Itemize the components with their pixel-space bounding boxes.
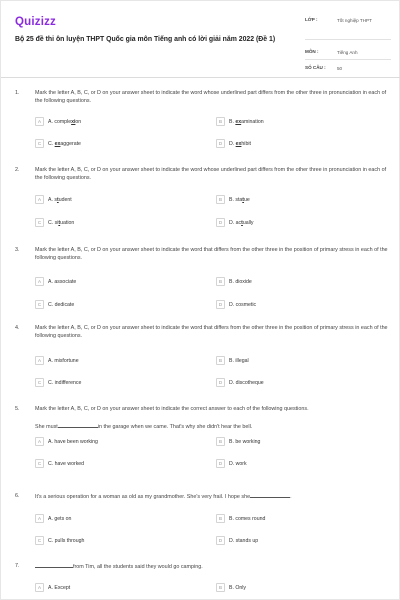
option-text: A. Except <box>48 584 71 591</box>
option-text: B. be working <box>229 438 261 445</box>
option-letter-box: A <box>35 117 44 126</box>
option-letter-box: D <box>216 300 225 309</box>
option-letter-box: D <box>216 536 225 545</box>
option-a[interactable] <box>35 195 72 204</box>
meta-label: SỐ CÂU : <box>305 65 326 70</box>
worksheet-header <box>11 9 391 73</box>
option-d[interactable] <box>216 139 251 148</box>
option-letter-box: D <box>216 218 225 227</box>
option-b[interactable] <box>216 437 260 446</box>
answer-blank <box>58 423 98 428</box>
option-letter-box: A <box>35 356 44 365</box>
option-b[interactable] <box>216 277 252 286</box>
answer-blank <box>250 493 290 498</box>
option-text: D. discotheque <box>229 379 264 386</box>
option-letter-box: C <box>35 536 44 545</box>
option-b[interactable] <box>216 195 250 204</box>
option-text: C. have worked <box>48 460 85 467</box>
option-letter-box: B <box>216 437 225 446</box>
option-text: B. illegal <box>229 357 249 364</box>
option-text: C. dedicate <box>48 301 75 308</box>
option-letter-box: C <box>35 459 44 468</box>
option-text: C. exaggerate <box>48 140 81 147</box>
option-letter-box: A <box>35 437 44 446</box>
option-text: D. actually <box>229 219 254 226</box>
option-a[interactable] <box>35 437 98 446</box>
option-letter-box: A <box>35 277 44 286</box>
option-text: C. pulls through <box>48 537 85 544</box>
option-letter-box: B <box>216 514 225 523</box>
option-d[interactable] <box>216 218 254 227</box>
question-number: 6. <box>15 493 20 499</box>
question-text: Mark the letter A, B, C, or D on your answer sheet to indicate the word whose underlined part differs from the other three in pronunciation in each of the following questions. <box>35 90 387 104</box>
option-d[interactable] <box>216 300 256 309</box>
option-letter-box: B <box>216 277 225 286</box>
question-text: Mark the letter A, B, C, or D on your answer sheet to indicate the word that differs from the other three in the position of primary stress in each of the following questions. <box>35 325 388 339</box>
meta-value: Tiếng Anh <box>337 50 358 55</box>
question-text: Mark the letter A, B, C, or D on your answer sheet to indicate the word whose underlined part differs from the other three in pronunciation in each of the following questions. <box>35 167 387 181</box>
option-letter-box: D <box>216 459 225 468</box>
option-letter-box: B <box>216 195 225 204</box>
option-c[interactable] <box>35 300 74 309</box>
option-letter-box: C <box>35 139 44 148</box>
meta-divider <box>305 59 391 60</box>
option-text: A. associate <box>48 278 77 285</box>
option-text: B. Only <box>229 584 247 591</box>
option-b[interactable] <box>216 514 265 523</box>
option-letter-box: D <box>216 139 225 148</box>
option-a[interactable] <box>35 514 71 523</box>
option-text: C. indifference <box>48 379 82 386</box>
question-number: 2. <box>15 167 20 173</box>
option-letter-box: A <box>35 195 44 204</box>
question-number: 5. <box>15 406 20 412</box>
option-text: B. examination <box>229 118 264 125</box>
option-a[interactable] <box>35 117 81 126</box>
meta-divider <box>305 39 391 40</box>
option-c[interactable] <box>35 218 74 227</box>
question-number: 3. <box>15 247 20 253</box>
question-text: Mark the letter A, B, C, or D on your answer sheet to indicate the correct answer to each of the following questions. <box>35 406 309 412</box>
meta-value: 50 <box>337 66 343 71</box>
option-text: D. exhibit <box>229 140 251 147</box>
option-text: A. gets on <box>48 515 72 522</box>
option-text: A. have been working <box>48 438 98 445</box>
question-number: 7. <box>15 563 20 569</box>
option-d[interactable] <box>216 378 264 387</box>
option-c[interactable] <box>35 378 81 387</box>
option-a[interactable] <box>35 277 76 286</box>
option-text: A. student <box>48 196 72 203</box>
meta-label: LỚP : <box>305 17 318 22</box>
option-text: D. work <box>229 460 247 467</box>
option-letter-box: B <box>216 117 225 126</box>
option-c[interactable] <box>35 459 84 468</box>
worksheet-title: Bộ 25 đề thi ôn luyện THPT Quốc gia môn Tiếng anh có lời giải năm 2022 (Đề 1) <box>15 36 276 43</box>
question-number: 4. <box>15 325 20 331</box>
option-text: B. comes round <box>229 515 266 522</box>
option-letter-box: B <box>216 583 225 592</box>
option-letter-box: A <box>35 583 44 592</box>
option-letter-box: B <box>216 356 225 365</box>
option-letter-box: D <box>216 378 225 387</box>
quizizz-logo: Quizizz <box>15 16 57 28</box>
option-d[interactable] <box>216 459 247 468</box>
option-text: C. situation <box>48 219 75 226</box>
question-text: It's a serious operation for a woman as old as my grandmother. She's very frail. I hope she . <box>35 494 292 500</box>
answer-blank <box>35 563 73 568</box>
question-number: 1. <box>15 90 20 96</box>
option-letter-box: C <box>35 378 44 387</box>
option-text: A. complexion <box>48 118 82 125</box>
option-b[interactable] <box>216 117 264 126</box>
option-text: B. statue <box>229 196 250 203</box>
option-text: D. cosmetic <box>229 301 257 308</box>
option-letter-box: C <box>35 218 44 227</box>
option-b[interactable] <box>216 583 246 592</box>
option-a[interactable] <box>35 583 70 592</box>
question-text: from Tim, all the students said they would go camping. <box>35 563 389 572</box>
option-letter-box: A <box>35 514 44 523</box>
option-d[interactable] <box>216 536 258 545</box>
option-letter-box: C <box>35 300 44 309</box>
header-divider <box>1 77 400 78</box>
option-text: B. dioxide <box>229 278 252 285</box>
meta-value: Tốt nghiệp THPT <box>337 18 372 23</box>
option-text: A. misfortune <box>48 357 79 364</box>
option-a[interactable] <box>35 356 79 365</box>
option-c[interactable] <box>35 139 81 148</box>
option-b[interactable] <box>216 356 249 365</box>
question-stem: She must in the garage when we came. That's why she didn't hear the bell. <box>35 424 253 430</box>
option-c[interactable] <box>35 536 84 545</box>
meta-label: MÔN : <box>305 49 319 54</box>
option-text: D. stands up <box>229 537 259 544</box>
question-text: Mark the letter A, B, C, or D on your answer sheet to indicate the word that differs from the other three in the position of primary stress in each of the following questions. <box>35 247 388 261</box>
